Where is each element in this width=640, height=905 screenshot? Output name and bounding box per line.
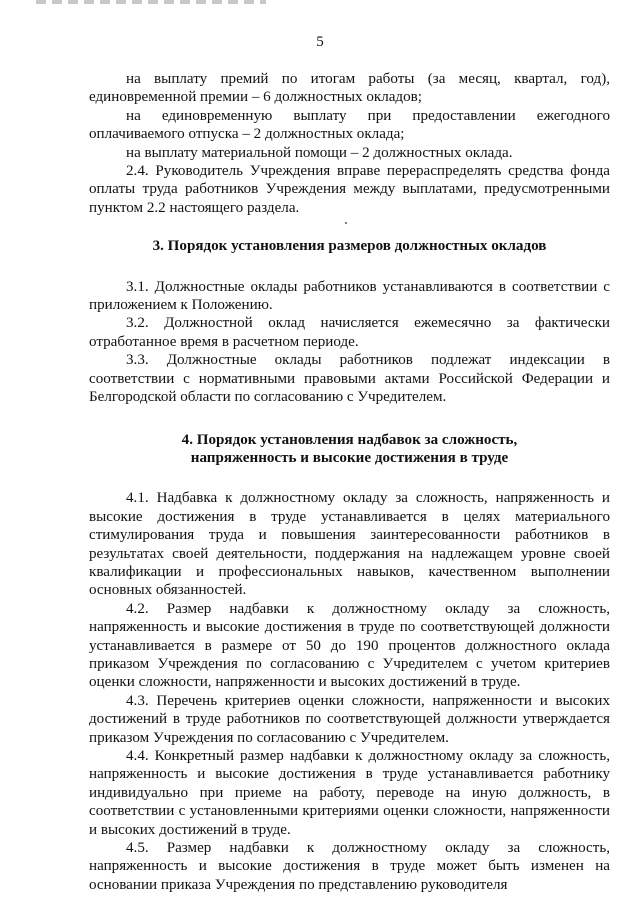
document-body — [89, 70, 610, 894]
section-4-heading — [89, 431, 610, 468]
material-aid-paragraph: на выплату материальной помощи – 2 должностных оклада. — [126, 144, 513, 161]
clause-4-3-paragraph: 4.3. Перечень критериев оценки сложности, напряженности и высоких достижений в труде работников по соответствующей должности утверждается приказом Учреждения по согласованию с Учредителем. — [89, 692, 610, 746]
section-4-heading-line-2: напряженность и высокие достижения в труде — [190, 449, 509, 466]
section-4-heading-line-1: 4. Порядок установления надбавок за сложность, — [181, 431, 518, 448]
clause-2-4-paragraph: 2.4. Руководитель Учреждения вправе перераспределять средства фонда оплаты труда работников Учреждения между выплатами, предусмотренными пунктом 2.2 настоящего раздела. — [89, 163, 610, 216]
clause-3-2-paragraph: 3.2. Должностной оклад начисляется ежемесячно за фактически отработанное время в расчетном периоде. — [89, 315, 610, 350]
clause-3-3-paragraph: 3.3. Должностные оклады работников подлежат индексации в соответствии с нормативными правовыми актами Российской Федерации и Белгородской области по согласованию с Учредителем. — [89, 352, 610, 406]
clause-3-1-paragraph: 3.1. Должностные оклады работников устанавливаются в соответствии с приложением к Положению. — [89, 278, 610, 314]
bonus-payment-paragraph: на выплату премий по итогам работы (за месяц, квартал, год), единовременной премии – 6 должностных окладов; — [89, 71, 610, 106]
page-number: 5 — [316, 34, 324, 50]
scan-top-artifact — [36, 0, 266, 4]
clause-4-1-paragraph: 4.1. Надбавка к должностному окладу за сложность, напряженность и высокие достижения в труде устанавливается в целях материального стимулирования труда и повышения заинтересованности работников в результатах своей деятельности, поддержания на надлежащем уровне своей квалификации и профессиональных навыков, качественном выполнении основных обязанностей. — [89, 490, 610, 599]
clause-4-4-paragraph: 4.4. Конкретный размер надбавки к должностному окладу за сложность, напряженность и высокие достижения в труде устанавливается работнику индивидуально при приеме на работу, переводе на иную должность, в соответствии с установленными критериями оценки сложности, напряженности и высоких достижений в труде. — [89, 748, 610, 838]
vacation-payment-paragraph: на единовременную выплату при предоставлении ежегодного оплачиваемого отпуска – 2 должностных оклада; — [89, 107, 610, 143]
clause-4-2-paragraph: 4.2. Размер надбавки к должностному окладу за сложность, напряженность и высокие достижения в труде по соответствующей должности устанавливается в размере от 50 до 190 процентов должностного оклада приказом Учреждения по согласованию с Учредителем с учетом критериев оценки сложности, напряженности и высоких достижений в труде. — [89, 600, 610, 691]
clause-4-5-paragraph: 4.5. Размер надбавки к должностному окладу за сложность, напряженность и высокие достижения в труде может быть изменен на основании приказа Учреждения по представлению руководителя — [89, 840, 610, 893]
section-3-heading: 3. Порядок установления размеров должностных окладов — [152, 238, 547, 255]
